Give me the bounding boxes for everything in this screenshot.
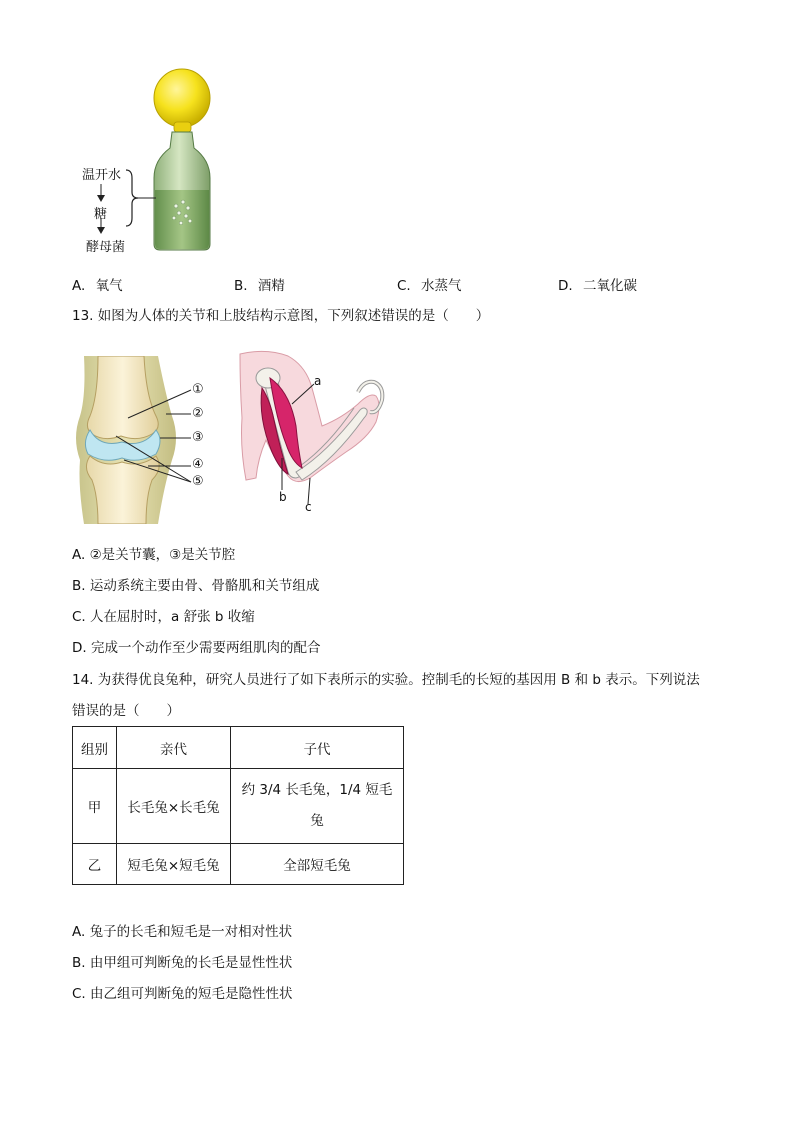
q13-stem: 13. 如图为人体的关节和上肢结构示意图，下列叙述错误的是（ ） (72, 308, 490, 324)
q13-option-a[interactable]: A. ②是关节囊，③是关节腔 (72, 547, 236, 563)
q12-option-a-letter: A. (72, 278, 86, 294)
experiment-table (72, 726, 404, 885)
table-cell-offspring: 全部短毛兔 (231, 844, 404, 885)
table-cell-parents: 长毛兔×长毛兔 (117, 769, 231, 844)
q12-option-c[interactable] (397, 274, 462, 294)
joint-label-4: ④ (192, 457, 204, 472)
joint-label-1: ① (192, 382, 204, 397)
label-sugar: 糖 (94, 207, 108, 222)
joint-label-2: ② (192, 406, 204, 421)
table-cell-offspring (231, 769, 404, 844)
table-header-group: 组别 (73, 727, 117, 769)
q12-option-d[interactable] (558, 274, 637, 294)
q12-option-a[interactable] (72, 274, 123, 294)
joint-label-3: ③ (192, 430, 204, 445)
joint-label-5: ⑤ (192, 474, 204, 489)
table-header-offspring: 子代 (231, 727, 404, 769)
table-cell-parents: 短毛兔×短毛兔 (117, 844, 231, 885)
q13-option-b[interactable]: B. 运动系统主要由骨、骨骼肌和关节组成 (72, 578, 320, 594)
table-header-row (73, 727, 404, 769)
table-cell-group: 甲 (73, 769, 117, 844)
arm-label-c: c (305, 500, 312, 514)
q12-option-b-letter: B. (234, 278, 248, 294)
q12-option-c-letter: C. (397, 278, 411, 294)
q13-option-d[interactable]: D. 完成一个动作至少需要两组肌肉的配合 (72, 640, 321, 656)
arm-figure (236, 348, 386, 518)
label-yeast: 酵母菌 (86, 240, 126, 255)
fermentation-bottle-illustration (80, 68, 230, 258)
q13-option-c[interactable]: C. 人在屈肘时，a 舒张 b 收缩 (72, 609, 255, 625)
q12-option-c-text: 水蒸气 (421, 278, 462, 294)
q14-option-b[interactable]: B. 由甲组可判断兔的长毛是显性性状 (72, 955, 293, 971)
table-row (73, 844, 404, 885)
q12-option-b[interactable] (234, 274, 285, 294)
table-cell-group: 乙 (73, 844, 117, 885)
q12-option-d-letter: D. (558, 278, 573, 294)
table-header-parents: 亲代 (117, 727, 231, 769)
arm-label-b: b (279, 490, 287, 504)
joint-figure (76, 356, 226, 524)
q12-option-a-text: 氧气 (95, 278, 123, 294)
table-cell-offspring-text: 约 3/4 长毛兔，1/4 短毛兔 (241, 782, 393, 829)
q14-stem-line2: 错误的是（ ） (72, 703, 180, 719)
q14-stem-line1: 14. 为获得优良兔种，研究人员进行了如下表所示的实验。控制毛的长短的基因用 B 和 b 表示。下列说法 (72, 672, 700, 688)
arm-label-a: a (314, 374, 322, 388)
table-row (73, 769, 404, 844)
fermentation-figure (80, 68, 230, 258)
q14-option-a[interactable]: A. 兔子的长毛和短毛是一对相对性状 (72, 924, 293, 940)
q12-option-d-text: 二氧化碳 (582, 278, 637, 294)
q14-option-c[interactable]: C. 由乙组可判断兔的短毛是隐性性状 (72, 986, 293, 1002)
upper-limb-illustration (236, 348, 386, 518)
label-warm-water: 温开水 (82, 168, 122, 183)
q12-option-b-text: 酒精 (257, 278, 285, 294)
